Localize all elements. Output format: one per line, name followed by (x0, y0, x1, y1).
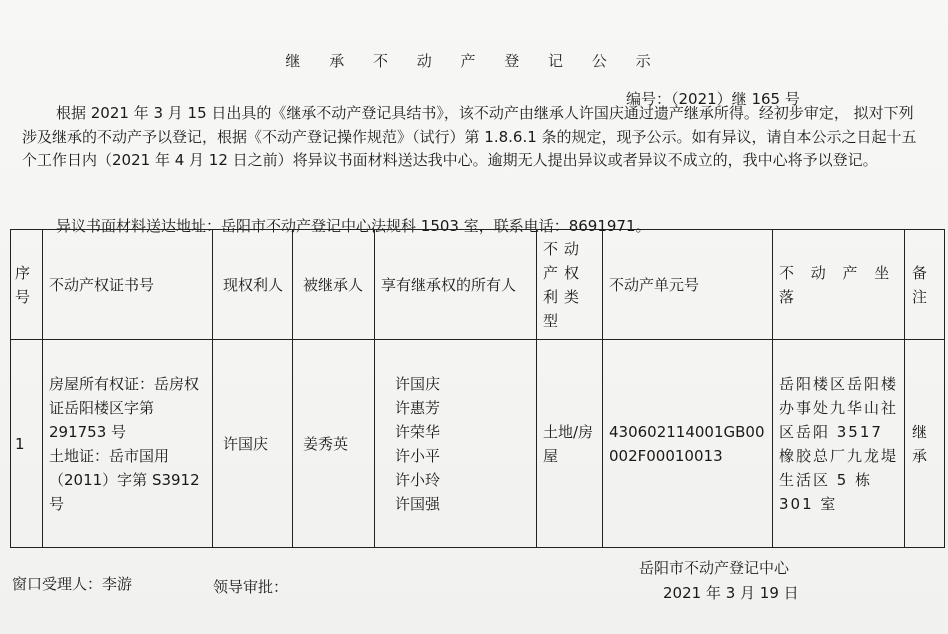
leader-review: 领导审批： (213, 578, 289, 596)
cell-unit-no: 430602114001GB00002F00010013 (603, 340, 773, 548)
heir-name: 许国强 (395, 494, 441, 513)
header-cert-no: 不动产权证书号 (43, 230, 213, 340)
header-remark: 备注 (905, 230, 945, 340)
notice-body: 根据 2021 年 3 月 15 日出具的《继承不动产登记具结书》，该不动产由继承人许国庆通过遗产继承所得。经初步审定， 拟对下列涉及继承的不动产予以登记，根据《不动产登记操作规范》（试行）第 1.8.6.1 条的规定，现予公示。如有异议，请自本公示之日起十五个工作日内（2021 年 4 月 12 日之前）将异议书面材料送达我中心。逾期无人提出异议或者异议不成立的，我中心将予以登记。 (22, 104, 917, 169)
cert-house-text: 房屋所有权证：岳房权证岳阳楼区字第 291753 号 (49, 374, 200, 441)
heir-name: 许惠芳 (395, 398, 441, 417)
table-header-row (11, 230, 945, 340)
window-clerk: 窗口受理人：李游 (12, 575, 133, 593)
document-title: 继 承 不 动 产 登 记 公 示 (285, 52, 663, 70)
cert-land-text: 土地证：岳市国用（2011）字第 S3912 号 (49, 446, 200, 513)
cell-cert-no (43, 340, 213, 548)
cell-decedent: 姜秀英 (293, 340, 375, 548)
header-heirs: 享有继承权的所有人 (375, 230, 537, 340)
header-decedent: 被继承人 (293, 230, 375, 340)
issue-date: 2021 年 3 月 19 日 (663, 584, 799, 602)
cell-remark: 继承 (905, 340, 945, 548)
header-holder: 现权利人 (213, 230, 293, 340)
cell-heirs (375, 340, 537, 548)
property-table (10, 229, 945, 548)
cell-right-type: 土地/房屋 (537, 340, 603, 548)
header-location: 不 动 产 坐落 (773, 230, 905, 340)
cell-location: 岳阳楼区岳阳楼办事处九华山社区岳阳 3517 橡胶总厂九龙堤生活区 5 栋 301 室 (773, 340, 905, 548)
header-unit-no: 不动产单元号 (603, 230, 773, 340)
cell-holder: 许国庆 (213, 340, 293, 548)
heir-name: 许小玲 (395, 470, 441, 489)
heir-name: 许小平 (395, 446, 441, 465)
table-row (11, 340, 945, 548)
header-right-type: 不动产权利类型 (537, 230, 603, 340)
issuing-org: 岳阳市不动产登记中心 (639, 559, 790, 577)
header-seq: 序号 (11, 230, 43, 340)
serial-number: 编号：（2021）继 165 号 (626, 90, 800, 108)
objection-address: 异议书面材料送达地址：岳阳市不动产登记中心法规科 1503 室，联系电话：8691971。 (56, 217, 651, 235)
cell-seq: 1 (11, 340, 43, 548)
heir-name: 许荣华 (395, 422, 441, 441)
heir-name: 许国庆 (395, 374, 441, 393)
